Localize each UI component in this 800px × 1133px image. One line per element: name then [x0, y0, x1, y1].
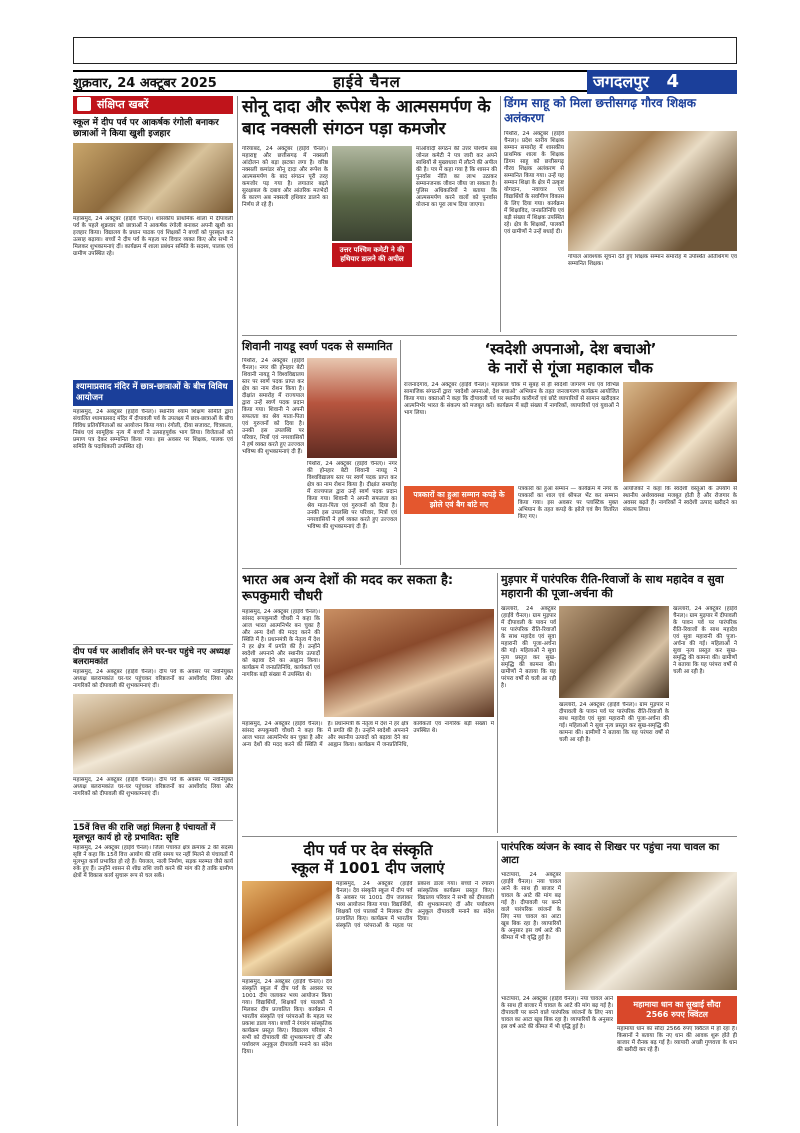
muduppar-headline: मुड़पार में पारंपरिक रीति-रिवाजों के साथ महादेव व सुवा महारानी की पूजा-अर्चना की [501, 573, 724, 600]
shivani-story [242, 340, 397, 565]
brief-body-3: महासमुंद, 24 अक्टूबर (हाईवे चैनल)। दीप पर्व के अवसर पर नवनियुक्त अध्यक्ष बलरामकांत घर-घर पहुंचकर वरिष्ठजनों का आशीर्वाद लिया और नागरिकों को दीपावली की शुभकामनाएं दीं। [73, 669, 233, 689]
paramparik-story [501, 841, 737, 1126]
column-divider-left [237, 96, 238, 1126]
swadeshi-photo [623, 382, 737, 482]
brief-headline-4: 15वें वित्त की राशि जहां मिलना है पंचायतों में मूलभूत कार्य हो रहे प्रभावित: सृष्टि [73, 820, 233, 843]
muduppar-body: खल्लारी, 24 अक्टूबर (हाईवे चैनल)। ग्राम मुड़पार में दीपावली के पावन पर्व पर पारंपरिक रीति-रिवाजों के साथ महादेव एवं सुवा महारानी की पूजा-अर्चना की गई। महिलाओं ने सुवा नृत्य प्रस्तुत कर सुख-समृद्धि की कामना की। ग्रामीणों ने बताया कि यह परंपरा वर्षों से चली आ रही है। [501, 606, 556, 689]
paramparik-body-2: भाटापारा, 24 अक्टूबर (हाईवे चैनल)। नया चावल आने के साथ ही बाजार में चावल के आटे की मांग बढ़ गई है। दीपावली पर बनने वाले पारंपरिक व्यंजनों के लिए नया चावल का आटा खूब बिक रहा है। व्यापारियों के अनुसार इस वर्ष आटे की कीमत में भी वृद्धि हुई है। [501, 996, 613, 1030]
top-ad-box [73, 37, 737, 64]
masthead [73, 70, 737, 92]
deep-story [242, 841, 494, 1126]
column-divider-right [500, 96, 501, 332]
dingam-body: पिथौरा, 24 अक्टूबर (हाईवे चैनल)। प्रदेश स्तरीय शिक्षक सम्मान समारोह में शासकीय प्राथमिक शाला के शिक्षक डिंगम साहू को छत्तीसगढ़ गौरव शिक्षक अलंकरण से सम्मानित किया गया। उन्हें यह सम्मान शिक्षा के क्षेत्र में उत्कृष्ट योगदान, नवाचार एवं विद्यार्थियों के सर्वांगीण विकास के लिए दिया गया। कार्यक्रम में शिक्षाविद, जनप्रतिनिधि एवं बड़ी संख्या में शिक्षक उपस्थित रहे। क्षेत्र के शिक्षकों, पालकों एवं ग्रामीणों ने उन्हें बधाई दी। [504, 131, 564, 235]
rangoli-photo [73, 143, 233, 213]
paramparik-side: महामाया धान का सौदा 2566 रुपए क्विंटल में हो रहा है। किसानों ने बताया कि नए धान की आवक शुरू होते ही बाजार में रौनक बढ़ गई है। व्यापारी अच्छी गुणवत्ता के धान की खरीदी कर रहे हैं। [617, 1026, 737, 1053]
muduppar-body-2: खल्लारी, 24 अक्टूबर (हाईवे चैनल)। ग्राम मुड़पार में दीपावली के पावन पर्व पर पारंपरिक रीति-रिवाजों के साथ महादेव एवं सुवा महारानी की पूजा-अर्चना की गई। महिलाओं ने सुवा नृत्य प्रस्तुत कर सुख-समृद्धि की कामना की। ग्रामीणों ने बताया कि यह परंपरा वर्षों से चली आ रही है। [559, 702, 669, 743]
issue-date: शुक्रवार, 24 अक्टूबर 2025 [73, 76, 217, 91]
brief-body-3b: महासमुंद, 24 अक्टूबर (हाईवे चैनल)। दीप पर्व के अवसर पर नवनियुक्त अध्यक्ष बलरामकांत घर-घर पहुंचकर वरिष्ठजनों का आशीर्वाद लिया और नागरिकों को दीपावली की शुभकामनाएं दीं। [73, 777, 233, 797]
section-divider-3 [242, 836, 737, 837]
swadeshi-body: राजनांदगांव, 24 अक्टूबर (हाईवे चैनल)। महाकाल चौक में सुबह से ही स्वदेशी जागरण मंच एवं विभिन्न सामाजिक संगठनों द्वारा ‘स्वदेशी अपनाओ, देश बचाओ’ अभियान के तहत जनजागरण कार्यक्रम आयोजित किया गया। वक्ताओं ने कहा कि दीपावली पर्व पर स्थानीय कारीगरों एवं छोटे व्यापारियों से सामान खरीदकर आत्मनिर्भर भारत के संकल्प को मजबूत करें। कार्यक्रम में बड़ी संख्या में नागरिकों, व्यापारियों एवं युवाओं ने भाग लिया। [404, 382, 619, 416]
brief-header [73, 96, 233, 114]
adhyaksh-photo [73, 694, 233, 774]
dingam-caption: गोपाल आवश्यक सूचना देते हुए शिक्षक सम्मान समारोह में उपस्थित अतिथिगण एवं सम्मानित शिक्षक। [568, 254, 737, 267]
swadeshi-story [404, 340, 737, 565]
brief-headline-2: श्यामाप्रसाद मंदिर में छात्र-छात्राओं के बीच विविध आयोजन [73, 380, 233, 406]
deep-headline-1: दीप पर्व पर देव संस्कृति [303, 841, 433, 859]
paper-name: हाईवे चैनल [333, 73, 401, 91]
section-divider-1 [242, 335, 737, 336]
swadeshi-side: आयोजकों ने कहा कि स्वदेशी वस्तुओं के उपयोग से स्थानीय अर्थव्यवस्था मजबूत होती है और रोजगार के अवसर बढ़ते हैं। नागरिकों ने स्वदेशी उत्पाद खरीदने का संकल्प लिया। [623, 486, 737, 513]
dingam-story [504, 96, 737, 332]
diya-photo [242, 881, 332, 976]
news-icon [77, 97, 91, 111]
deep-body-left: महासमुंद, 24 अक्टूबर (हाईवे चैनल)। देव संस्कृति स्कूल में दीप पर्व के अवसर पर 1001 दीप जलाकर भव्य आयोजन किया गया। विद्यार्थियों, शिक्षकों एवं पालकों ने मिलकर दीप प्रज्वलित किए। कार्यक्रम में भारतीय संस्कृति एवं परंपराओं के महत्व पर प्रकाश डाला गया। बच्चों ने रंगारंग सांस्कृतिक कार्यक्रम प्रस्तुत किए। विद्यालय परिवार ने सभी को दीपावली की शुभकामनाएं दीं और पर्यावरण अनुकूल दीपावली मनाने का संदेश दिया। [242, 979, 332, 1055]
lead-caption: उत्तर पश्चिम कमेटी ने की हथियार डालने की अपील [332, 243, 412, 267]
paramparik-body: भाटापारा, 24 अक्टूबर (हाईवे चैनल)। नया चावल आने के साथ ही बाजार में चावल के आटे की मांग बढ़ गई है। दीपावली पर बनने वाले पारंपरिक व्यंजनों के लिए नया चावल का आटा खूब बिक रहा है। व्यापारियों के अनुसार इस वर्ष आटे की कीमत में भी वृद्धि हुई है। [501, 872, 561, 941]
brief-headline-3: दीप पर्व पर आशीर्वाद लेने घर-घर पहुंचे नए अध्यक्ष बलरामकांत [73, 644, 233, 667]
surrender-photo [332, 146, 412, 241]
brief-column [73, 96, 233, 1126]
swadeshi-body-2: पत्रकारों का हुआ सम्मान — कार्यक्रम में नगर के पत्रकारों का शाल एवं श्रीफल भेंट कर सम्मान किया गया। इस अवसर पर प्लास्टिक मुक्त अभियान के तहत कपड़े के झोले एवं बैग वितरित किए गए। [518, 486, 618, 520]
column-divider-bottom [497, 841, 498, 1126]
bharat-body-2: महासमुंद, 24 अक्टूबर (हाईवे चैनल)। सांसद रूपकुमारी चौधरी ने कहा कि आज भारत आत्मनिर्भर बन चुका है और अन्य देशों की मदद करने की स्थिति में है। प्रधानमंत्री के नेतृत्व में देश ने हर क्षेत्र में प्रगति की है। उन्होंने स्वदेशी अपनाने और स्थानीय उत्पादों को बढ़ावा देने का आह्वान किया। कार्यक्रम में जनप्रतिनिधि, कार्यकर्ता एवं नागरिक बड़ी संख्या में उपस्थित थे। [242, 721, 494, 748]
brief-body-2: महासमुंद, 24 अक्टूबर (हाईवे चैनल)। स्थानीय श्याम शिक्षण समिति द्वारा संचालित श्यामाप्रसाद मंदिर में दीपावली पर्व के उपलक्ष्य में छात्र-छात्राओं के बीच विविध प्रतियोगिताओं का आयोजन किया गया। रंगोली, दीया सजावट, चित्रकला, निबंध एवं सामूहिक नृत्य में बच्चों ने उत्साहपूर्वक भाग लिया। विजेताओं को प्रमाण पत्र देकर सम्मानित किया गया। इस अवसर पर शिक्षक, पालक एवं समिति के पदाधिकारी उपस्थित रहे। [73, 409, 233, 450]
lead-body-2: माओवादी संगठन की उत्तर पश्चिम सब जोनल कमेटी ने पत्र जारी कर अपने साथियों से मुख्यधारा में लौटने की अपील की है। पत्र में कहा गया है कि शासन की पुनर्वास नीति का लाभ उठाकर सम्मानजनक जीवन जीया जा सकता है। पुलिस अधिकारियों ने बताया कि आत्मसमर्पण करने वालों को पुनर्वास योजना का पूरा लाभ दिया जाएगा। [416, 146, 497, 208]
bharat-headline: भारत अब अन्य देशों की मदद कर सकता है: रूपकुमारी चौधरी [242, 573, 454, 604]
lead-body-1: गरियाबंद, 24 अक्टूबर (हाईवे चैनल)। महाराष्ट्र और छत्तीसगढ़ में नक्सली आंदोलन को बड़ा झटका लगा है। वरिष्ठ नक्सली कमांडर सोनू दादा और रूपेश के आत्मसमर्पण के बाद संगठन पूरी तरह कमजोर पड़ गया है। लगातार बढ़ते सुरक्षाबल के दबाव और आंतरिक मतभेदों के कारण अब नक्सली हथियार डालने का निर्णय ले रहे हैं। [242, 146, 328, 208]
swadeshi-headline-1: ‘स्वदेशी अपनाओ, देश बचाओ’ [484, 340, 657, 358]
paramparik-highlight: महामाया धान का सुखाई सौदा 2566 रुपए क्विंटल [617, 996, 737, 1024]
brief-body-1: महासमुंद, 24 अक्टूबर (हाईवे चैनल)। शासकीय प्राथमिक शाला में दीपावली पर्व के पहले शुक्रवार को छात्राओं ने आकर्षक रंगोली बनाकर अपनी खुशी का इजहार किया। विद्यालय के प्रधान पाठक एवं शिक्षकों ने बच्चों को पुरस्कृत कर उत्साह बढ़ाया। बच्चों ने दीप पर्व के महत्व पर विचार व्यक्त किए और सभी ने मिलकर शुभकामनाएं दीं। कार्यक्रम में शाला प्रबंधन समिति के सदस्य, पालक एवं ग्रामीण उपस्थित रहे। [73, 216, 233, 257]
column-divider-lower [497, 573, 498, 833]
bharat-body: महासमुंद, 24 अक्टूबर (हाईवे चैनल)। सांसद रूपकुमारी चौधरी ने कहा कि आज भारत आत्मनिर्भर बन चुका है और अन्य देशों की मदद करने की स्थिति में है। प्रधानमंत्री के नेतृत्व में देश ने हर क्षेत्र में प्रगति की है। उन्होंने स्वदेशी अपनाने और स्थानीय उत्पादों को बढ़ावा देने का आह्वान किया। कार्यक्रम में जनप्रतिनिधि, कार्यकर्ता एवं नागरिक बड़ी संख्या में उपस्थित थे। [242, 609, 320, 678]
dingam-headline: डिंगम साहू को मिला छत्तीसगढ़ गौरव शिक्षक अलंकरण [504, 96, 696, 125]
swadeshi-headline-2: के नारों से गूंजा महाकाल चौक [488, 359, 653, 377]
muduppar-story [501, 573, 737, 833]
page-number: 4 [666, 71, 679, 92]
deep-headline-2: स्कूल में 1001 दीप जलाएं [291, 859, 445, 877]
brief-headline-1: स्कूल में दीप पर्व पर आकर्षक रंगोली बनाकर छात्राओं ने किया खुशी इजहार [73, 118, 219, 139]
brief-header-label: संक्षिप्त खबरें [97, 98, 149, 111]
shivani-body: पिथौरा, 24 अक्टूबर (हाईवे चैनल)। नगर की होनहार बेटी शिवानी नायडू ने विश्वविद्यालय स्तर पर स्वर्ण पदक प्राप्त कर क्षेत्र का नाम रोशन किया है। दीक्षांत समारोह में राज्यपाल द्वारा उन्हें स्वर्ण पदक प्रदान किया गया। शिवानी ने अपनी सफलता का श्रेय माता-पिता एवं गुरुजनों को दिया है। उनकी इस उपलब्धि पर परिवार, मित्रों एवं नगरवासियों ने हर्ष व्यक्त करते हुए उज्ज्वल भविष्य की शुभकामनाएं दी हैं। [242, 358, 304, 455]
muduppar-body-3: खल्लारी, 24 अक्टूबर (हाईवे चैनल)। ग्राम मुड़पार में दीपावली के पावन पर्व पर पारंपरिक रीति-रिवाजों के साथ महादेव एवं सुवा महारानी की पूजा-अर्चना की गई। महिलाओं ने सुवा नृत्य प्रस्तुत कर सुख-समृद्धि की कामना की। ग्रामीणों ने बताया कि यह परंपरा वर्षों से चली आ रही है। [673, 606, 737, 675]
city-page-banner [587, 70, 737, 94]
brief-body-4: महासमुंद, 24 अक्टूबर (हाईवे चैनल)। जिला पंचायत क्षेत्र क्रमांक 2 की सदस्य सृष्टि ने कहा कि 15वें वित्त आयोग की राशि समय पर नहीं मिलने से पंचायतों में मूलभूत कार्य प्रभावित हो रहे हैं। पेयजल, नाली निर्माण, सड़क मरम्मत जैसे कार्य रुके हुए हैं। उन्होंने शासन से शीघ्र राशि जारी करने की मांग की है ताकि ग्रामीण क्षेत्रों में विकास कार्य सुचारू रूप से चल सकें। [73, 845, 233, 879]
swadeshi-highlight: पत्रकारों का हुआ सम्मान कपड़े के झोले एवं बैग बांटे गए [404, 486, 514, 514]
section-divider-2 [242, 568, 737, 569]
bharat-story [242, 573, 494, 833]
shivani-body-2: पिथौरा, 24 अक्टूबर (हाईवे चैनल)। नगर की होनहार बेटी शिवानी नायडू ने विश्वविद्यालय स्तर पर स्वर्ण पदक प्राप्त कर क्षेत्र का नाम रोशन किया है। दीक्षांत समारोह में राज्यपाल द्वारा उन्हें स्वर्ण पदक प्रदान किया गया। शिवानी ने अपनी सफलता का श्रेय माता-पिता एवं गुरुजनों को दिया है। उनकी इस उपलब्धि पर परिवार, मित्रों एवं नगरवासियों ने हर्ष व्यक्त करते हुए उज्ज्वल भविष्य की शुभकामनाएं दी हैं। [307, 461, 397, 530]
rice-flour-photo [565, 872, 737, 990]
lead-story [242, 96, 497, 332]
lead-headline: सोनू दादा और रूपेश के आत्मसमर्पण के बाद नक्सली संगठन पड़ा कमजोर [242, 97, 491, 139]
shivani-headline: शिवानी नायडू स्वर्ण पदक से सम्मानित [242, 340, 393, 353]
paramparik-headline: पारंपरिक व्यंजन के स्वाद से शिखर पर पहुंचा नया चावल का आटा [501, 842, 720, 866]
puja-photo [559, 606, 669, 698]
column-divider-mid [400, 340, 401, 565]
city-name: जगदलपुर [593, 72, 649, 91]
bharat-photo [324, 609, 494, 717]
award-photo [568, 131, 737, 251]
deep-body: महासमुंद, 24 अक्टूबर (हाईवे चैनल)। देव संस्कृति स्कूल में दीप पर्व के अवसर पर 1001 दीप जलाकर भव्य आयोजन किया गया। विद्यार्थियों, शिक्षकों एवं पालकों ने मिलकर दीप प्रज्वलित किए। कार्यक्रम में भारतीय संस्कृति एवं परंपराओं के महत्व पर प्रकाश डाला गया। बच्चों ने रंगारंग सांस्कृतिक कार्यक्रम प्रस्तुत किए। विद्यालय परिवार ने सभी को दीपावली की शुभकामनाएं दीं और पर्यावरण अनुकूल दीपावली मनाने का संदेश दिया। [336, 881, 494, 929]
shivani-photo [307, 358, 397, 458]
